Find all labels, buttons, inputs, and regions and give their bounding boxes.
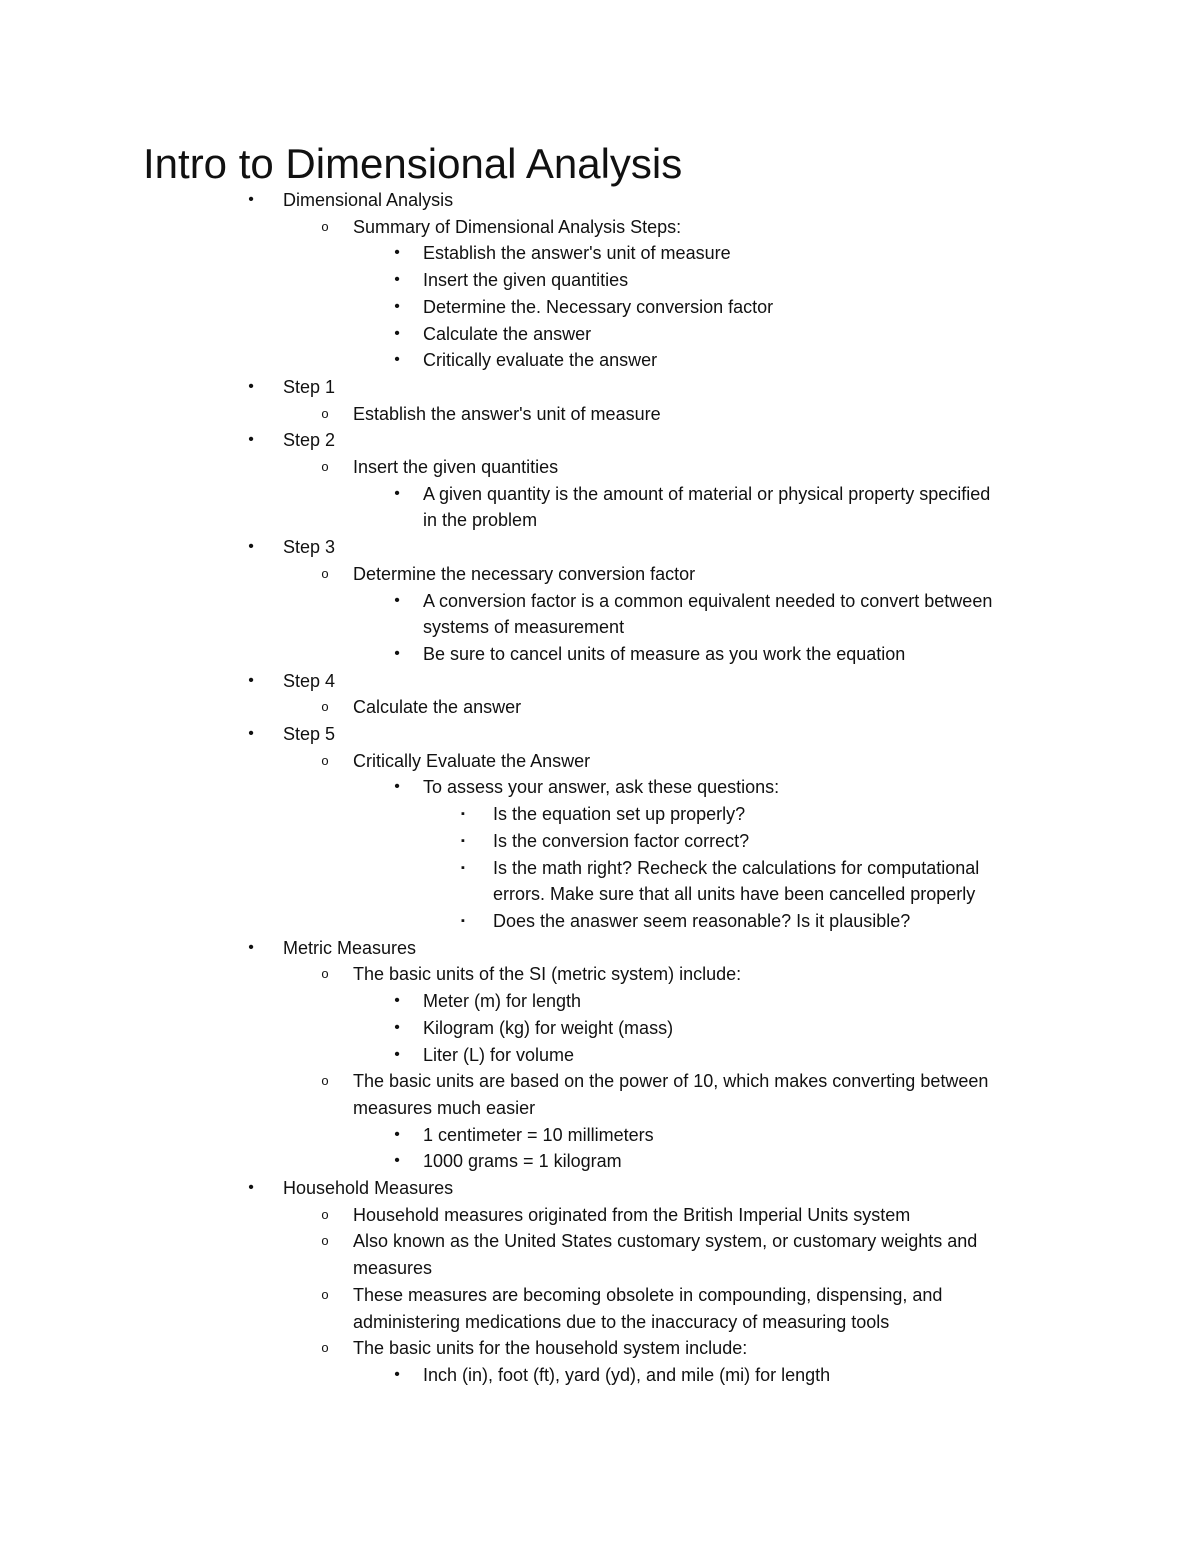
list-item-text: Critically evaluate the answer — [423, 350, 658, 371]
hollow-bullet-icon: o — [321, 405, 329, 421]
list-item-level-2 — [0, 748, 1200, 775]
list-item-level-1 — [0, 935, 1200, 962]
list-item-text: A conversion factor is a common equivalent needed to convert between — [423, 590, 993, 611]
bullet-icon: • — [394, 1018, 400, 1036]
list-item-level-3 — [0, 988, 1200, 1015]
bullet-icon: • — [394, 351, 400, 369]
bullet-icon: • — [394, 244, 400, 262]
bullet-icon: • — [394, 1152, 400, 1170]
list-item-level-2 — [0, 214, 1200, 241]
list-item-text: Be sure to cancel units of measure as you work the equation — [423, 643, 906, 664]
list-item-text: Establish the answer's unit of measure — [423, 243, 731, 264]
bullet-icon: • — [394, 297, 400, 315]
list-item-text: Determine the. Necessary conversion factor — [423, 296, 774, 317]
list-item-level-1 — [0, 721, 1200, 748]
bullet-icon: • — [248, 191, 254, 208]
list-item-continuation — [0, 614, 1200, 641]
hollow-bullet-icon: o — [321, 1286, 329, 1302]
list-item-text: administering medications due to the inaccuracy of measuring tools — [353, 1311, 890, 1332]
list-item-text: The basic units for the household system include: — [353, 1338, 748, 1359]
hollow-bullet-icon: o — [321, 459, 329, 475]
hollow-bullet-icon: o — [321, 752, 329, 768]
list-item-text: Inch (in), foot (ft), yard (yd), and mile (mi) for length — [423, 1364, 831, 1385]
bullet-icon: • — [394, 644, 400, 662]
list-item-text: Household Measures — [283, 1178, 454, 1199]
list-item-text: A given quantity is the amount of material or physical property specified — [423, 483, 991, 504]
list-item-continuation — [0, 881, 1200, 908]
bullet-icon: • — [394, 591, 400, 609]
list-item-text: Does the anaswer seem reasonable? Is it plausible? — [493, 910, 911, 931]
list-item-level-2 — [0, 694, 1200, 721]
list-item-text: Summary of Dimensional Analysis Steps: — [353, 216, 682, 237]
hollow-bullet-icon: o — [321, 1233, 329, 1249]
list-item-level-1 — [0, 1175, 1200, 1202]
list-item-level-2 — [0, 1068, 1200, 1095]
list-item-text: Is the math right? Recheck the calculations for computational — [493, 857, 980, 878]
list-item-level-3 — [0, 588, 1200, 615]
list-item-text: Establish the answer's unit of measure — [353, 403, 661, 424]
square-bullet-icon: ▪ — [461, 861, 465, 874]
list-item-level-3 — [0, 1122, 1200, 1149]
list-item-text: These measures are becoming obsolete in compounding, dispensing, and — [353, 1284, 943, 1305]
list-item-text: Step 5 — [283, 724, 336, 745]
bullet-icon: • — [248, 377, 254, 395]
bullet-icon: • — [394, 992, 400, 1010]
bullet-icon: • — [248, 431, 254, 449]
list-item-level-4 — [0, 908, 1200, 935]
list-item-text: The basic units of the SI (metric system) include: — [353, 964, 742, 985]
list-item-level-2 — [0, 961, 1200, 988]
bullet-icon: • — [394, 1045, 400, 1063]
list-item-level-3 — [0, 347, 1200, 374]
list-item-level-3 — [0, 1015, 1200, 1042]
list-item-level-2 — [0, 561, 1200, 588]
hollow-bullet-icon: o — [321, 565, 329, 581]
list-item-level-1 — [0, 427, 1200, 454]
list-item-text: Kilogram (kg) for weight (mass) — [423, 1017, 674, 1038]
hollow-bullet-icon: o — [321, 1340, 329, 1356]
bullet-icon: • — [394, 778, 400, 796]
hollow-bullet-icon: o — [321, 1073, 329, 1089]
list-item-level-1 — [0, 187, 1200, 214]
list-item-level-1 — [0, 534, 1200, 561]
list-item-level-3 — [0, 641, 1200, 668]
list-item-level-3 — [0, 1148, 1200, 1175]
list-item-level-3 — [0, 1042, 1200, 1069]
bullet-icon: • — [394, 484, 400, 502]
list-item-text: Insert the given quantities — [423, 270, 629, 291]
list-item-text: errors. Make sure that all units have been cancelled properly — [493, 884, 976, 905]
bullet-icon: • — [248, 538, 254, 556]
list-item-text: Also known as the United States customary system, or customary weights and — [353, 1231, 978, 1252]
list-item-text: Step 1 — [283, 376, 336, 397]
list-item-text: Critically Evaluate the Answer — [353, 750, 591, 771]
list-item-continuation — [0, 1095, 1200, 1122]
list-item-level-1 — [0, 374, 1200, 401]
list-item-level-2 — [0, 1202, 1200, 1229]
list-item-text: Is the equation set up properly? — [493, 804, 746, 825]
bullet-icon: • — [248, 725, 254, 743]
list-item-text: in the problem — [423, 510, 538, 531]
list-item-text: Step 2 — [283, 430, 336, 451]
list-item-text: Dimensional Analysis — [283, 190, 454, 210]
list-item-text: 1 centimeter = 10 millimeters — [423, 1124, 654, 1145]
square-bullet-icon: ▪ — [461, 834, 465, 847]
list-item-continuation — [0, 507, 1200, 534]
hollow-bullet-icon: o — [321, 218, 329, 234]
list-item-text: measures much easier — [353, 1097, 536, 1118]
list-item-text: measures — [353, 1258, 433, 1279]
square-bullet-icon: ▪ — [461, 808, 465, 821]
bullet-icon: • — [248, 1179, 254, 1197]
list-item-continuation — [0, 1309, 1200, 1336]
list-item-level-2 — [0, 454, 1200, 481]
list-item-level-4 — [0, 828, 1200, 855]
list-item-level-2 — [0, 1335, 1200, 1362]
list-item-text: The basic units are based on the power of 10, which makes converting between — [353, 1071, 989, 1092]
list-item-level-3 — [0, 240, 1200, 267]
list-item-text: Determine the necessary conversion factor — [353, 563, 696, 584]
list-item-text: systems of measurement — [423, 617, 625, 638]
list-item-text: Insert the given quantities — [353, 457, 559, 478]
list-item-level-3 — [0, 321, 1200, 348]
list-item-text: Liter (L) for volume — [423, 1044, 575, 1065]
list-item-level-1 — [0, 668, 1200, 695]
list-item-level-3 — [0, 774, 1200, 801]
list-item-text: Step 3 — [283, 537, 336, 558]
list-item-level-2 — [0, 401, 1200, 428]
document-title: Intro to Dimensional Analysis — [143, 140, 683, 187]
list-item-text: Meter (m) for length — [423, 991, 582, 1012]
list-item-text: Calculate the answer — [353, 697, 522, 718]
bullet-icon: • — [248, 938, 254, 956]
list-item-level-3 — [0, 481, 1200, 508]
list-item-text: 1000 grams = 1 kilogram — [423, 1151, 622, 1172]
list-item-text: Household measures originated from the British Imperial Units system — [353, 1204, 911, 1225]
list-item-level-3 — [0, 294, 1200, 321]
list-item-level-3 — [0, 1362, 1200, 1389]
list-item-level-4 — [0, 801, 1200, 828]
bullet-icon: • — [394, 1365, 400, 1383]
hollow-bullet-icon: o — [321, 1206, 329, 1222]
list-item-text: Step 4 — [283, 670, 336, 691]
hollow-bullet-icon: o — [321, 699, 329, 715]
bullet-icon: • — [394, 324, 400, 342]
square-bullet-icon: ▪ — [461, 914, 465, 927]
list-item-level-2 — [0, 1228, 1200, 1255]
bullet-icon: • — [394, 1125, 400, 1143]
hollow-bullet-icon: o — [321, 966, 329, 982]
list-item-continuation — [0, 1255, 1200, 1282]
list-item-level-4 — [0, 855, 1200, 882]
list-item-level-2 — [0, 1282, 1200, 1309]
bullet-icon: • — [248, 671, 254, 689]
list-item-text: Is the conversion factor correct? — [493, 830, 750, 851]
bullet-outline — [0, 187, 1200, 1389]
bullet-icon: • — [394, 271, 400, 289]
list-item-text: Metric Measures — [283, 937, 417, 958]
list-item-level-3 — [0, 267, 1200, 294]
list-item-text: Calculate the answer — [423, 323, 592, 344]
list-item-text: To assess your answer, ask these questions: — [423, 777, 780, 798]
